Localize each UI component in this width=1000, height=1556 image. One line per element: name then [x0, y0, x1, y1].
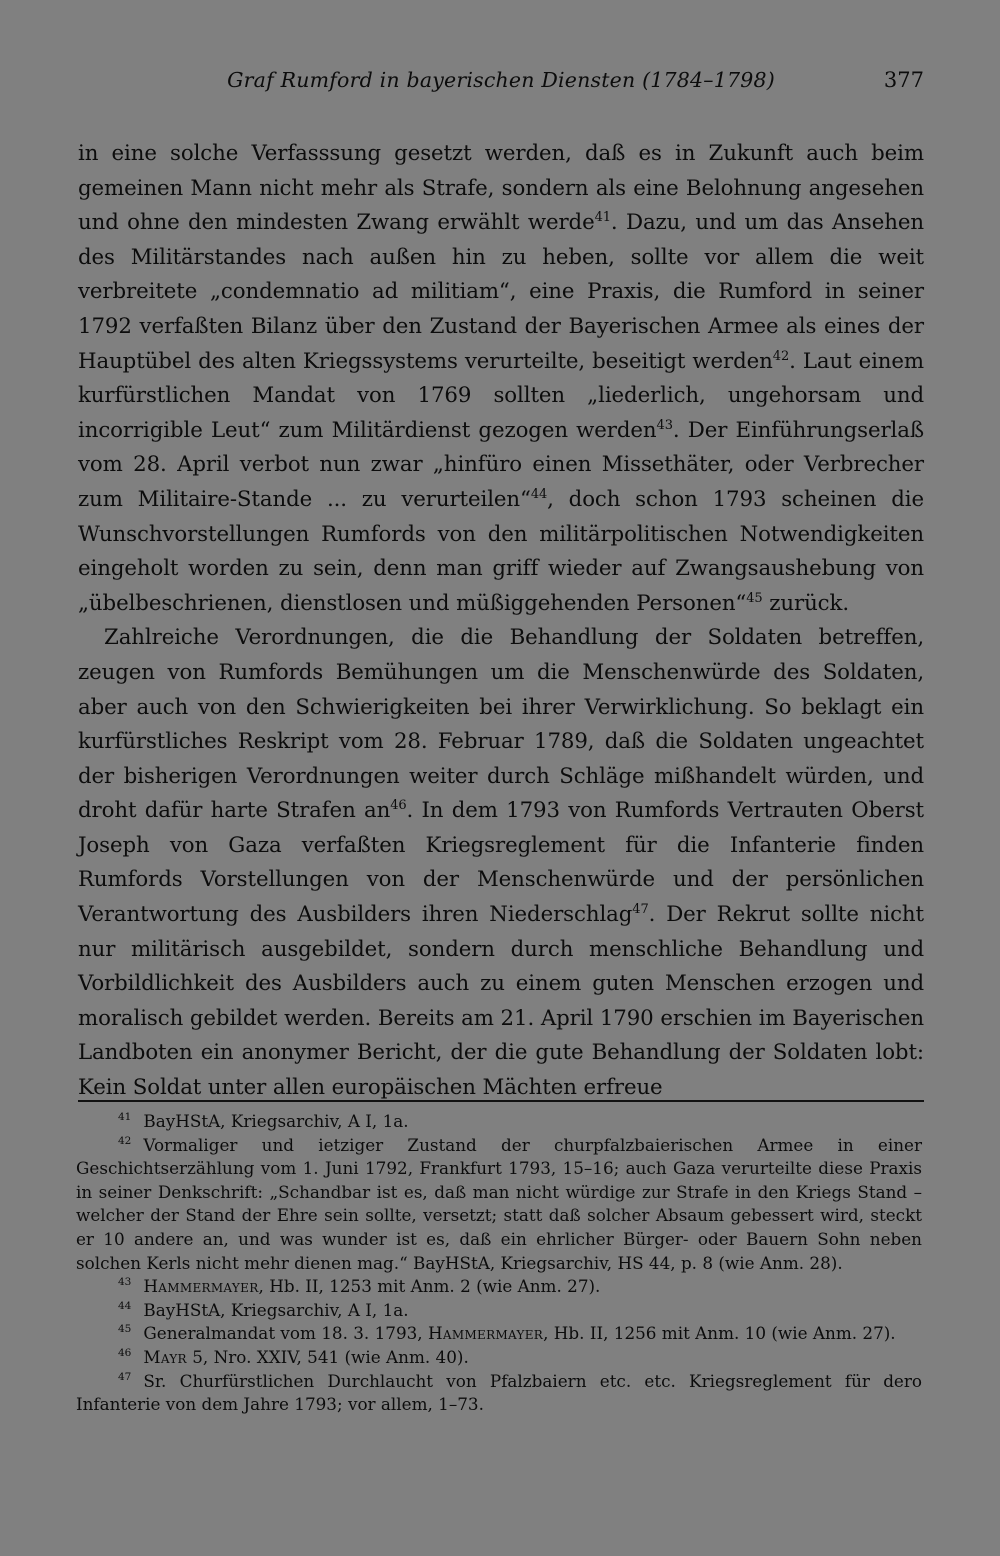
footnote — [76, 1370, 922, 1417]
footnote-number: 46 — [118, 1346, 132, 1359]
text-run: . In dem 1793 von Rumfords Vertrauten Oberst Joseph von Gaza verfaßten Kriegsreglement für die Infanterie finden Rumfords Vorstellungen von der Menschenwürde und der persönlichen Verantwortung des Ausbilders ihren Niederschlag — [78, 798, 924, 928]
text-run: , Hb. II, 1253 mit Anm. 2 (wie Anm. 27). — [258, 1276, 601, 1297]
text-run: , doch schon 1793 scheinen die Wunschvorstellungen Rumfords von den militärpolitischen Notwendigkeiten eingeholt worden zu sein, denn man griff wieder auf Zwangsaushebung von „übelbeschrienen, dienstlosen und müßiggehenden Personen“ — [78, 486, 924, 616]
footnote — [76, 1322, 922, 1346]
paragraph — [78, 621, 924, 1105]
footnote-number: 47 — [118, 1370, 132, 1383]
running-title: Graf Rumford in bayerischen Diensten (1784–1798) — [227, 68, 775, 92]
footnote — [76, 1275, 922, 1299]
footnote-reference: 43 — [656, 417, 673, 433]
footnote-reference: 41 — [594, 210, 611, 226]
footnotes — [76, 1110, 922, 1417]
author-name: Hammermayer — [143, 1276, 259, 1297]
text-run: . Dazu, und um das Ansehen des Militärstandes nach außen hin zu heben, sollte vor allem die weit verbreitete „condemnatio ad militiam“, eine Praxis, die Rumford in seiner 1792 verfaßten Bilanz über den Zustand der Bayerischen Armee als eines der Hauptübel des alten Kriegssystems verurteilte, beseitigt werden — [78, 210, 924, 374]
footnote-reference: 45 — [746, 590, 763, 606]
footnote — [76, 1346, 922, 1370]
footnote — [76, 1134, 922, 1276]
footnote-reference: 47 — [632, 902, 649, 918]
text-run: 5, Nro. XXIV, 541 (wie Anm. 40). — [186, 1346, 469, 1367]
running-header — [78, 68, 924, 100]
footnote-number: 42 — [118, 1134, 132, 1147]
footnote-reference: 42 — [772, 348, 790, 364]
text-run: . Der Einführungserlaß vom 28. April verbot nun zwar „hinfüro einen Missethäter, oder Verbrecher zum Militaire-Stande ... zu verurteilen“ — [78, 417, 924, 512]
text-run: , Hb. II, 1256 mit Anm. 10 (wie Anm. 27). — [543, 1323, 896, 1344]
footnote-number: 44 — [118, 1299, 132, 1312]
footnote-reference: 46 — [390, 798, 407, 814]
text-run: Vormaliger und ietziger Zustand der churpfalzbaierischen Armee in einer Geschichtserzählung vom 1. Juni 1792, Frankfurt 1793, 15–16; auch Gaza verurteilte diese Praxis in seiner Denkschrift: „Schandbar ist es, daß man nicht würdige zur Strafe in den Kriegs Stand – welcher der Stand der Ehre sein sollte, versetzt; statt daß solcher Absaum gebessert wird, steckt er 10 andere an, und was wunder ist es, daß ein ehrlicher Bürger- oder Bauern Sohn neben solchen Kerls nicht mehr dienen mag.“ BayHStA, Kriegsarchiv, HS 44, p. 8 (wie Anm. 28). — [76, 1134, 922, 1273]
text-run: . Laut einem kurfürstlichen Mandat von 1769 sollten „liederlich, ungehorsam und incorrigible Leut“ zum Militärdienst gezogen werden — [78, 348, 925, 443]
footnote-number: 41 — [118, 1111, 132, 1123]
footnote — [76, 1299, 922, 1323]
text-run: zurück. — [762, 590, 849, 616]
author-name: Hammermayer — [427, 1323, 544, 1344]
footnote-number: 43 — [118, 1276, 132, 1289]
footnote — [76, 1110, 922, 1134]
text-run: BayHStA, Kriegsarchiv, A I, 1a. — [143, 1299, 409, 1320]
paragraph — [78, 137, 924, 621]
text-run: . Der Rekrut sollte nicht nur militärisch ausgebildet, sondern durch menschliche Behandlung und Vorbildlichkeit des Ausbilders auch zu einem guten Menschen erzogen und moralisch gebildet werden. Bereits am 21. April 1790 erschien im Bayerischen Landboten ein anonymer Bericht, der die gute Behandlung der Soldaten lobt: Kein Soldat unter allen europäischen Mächten erfreue — [78, 902, 924, 1101]
footnote-number: 45 — [118, 1323, 132, 1336]
text-run: Zahlreiche Verordnungen, die die Behandlung der Soldaten betreffen, zeugen von Rumfords Bemühungen um die Menschenwürde des Soldaten, aber auch von den Schwierigkeiten bei ihrer Verwirklichung. So beklagt ein kurfürstliches Reskript vom 28. Februar 1789, daß die Soldaten ungeachtet der bisherigen Verordnungen weiter durch Schläge mißhandelt würden, und droht dafür harte Strafen an — [78, 625, 924, 824]
footnote-reference: 44 — [530, 486, 548, 502]
text-run: Sr. Churfürstlichen Durchlaucht von Pfalzbaiern etc. etc. Kriegsreglement für dero Infanterie von dem Jahre 1793; vor allem, 1–73. — [76, 1370, 922, 1415]
text-run: in eine solche Verfasssung gesetzt werden, daß es in Zukunft auch beim gemeinen Mann nicht mehr als Strafe, sondern als eine Belohnung angesehen und ohne den mindesten Zwang erwählt werde — [78, 141, 924, 236]
author-name: Mayr — [143, 1346, 187, 1367]
footnote-separator — [78, 1100, 924, 1102]
main-text — [78, 137, 924, 1106]
text-run: Generalmandat vom 18. 3. 1793, — [143, 1323, 428, 1344]
page-number: 377 — [883, 68, 924, 92]
text-run: BayHStA, Kriegsarchiv, A I, 1a. — [143, 1111, 409, 1131]
